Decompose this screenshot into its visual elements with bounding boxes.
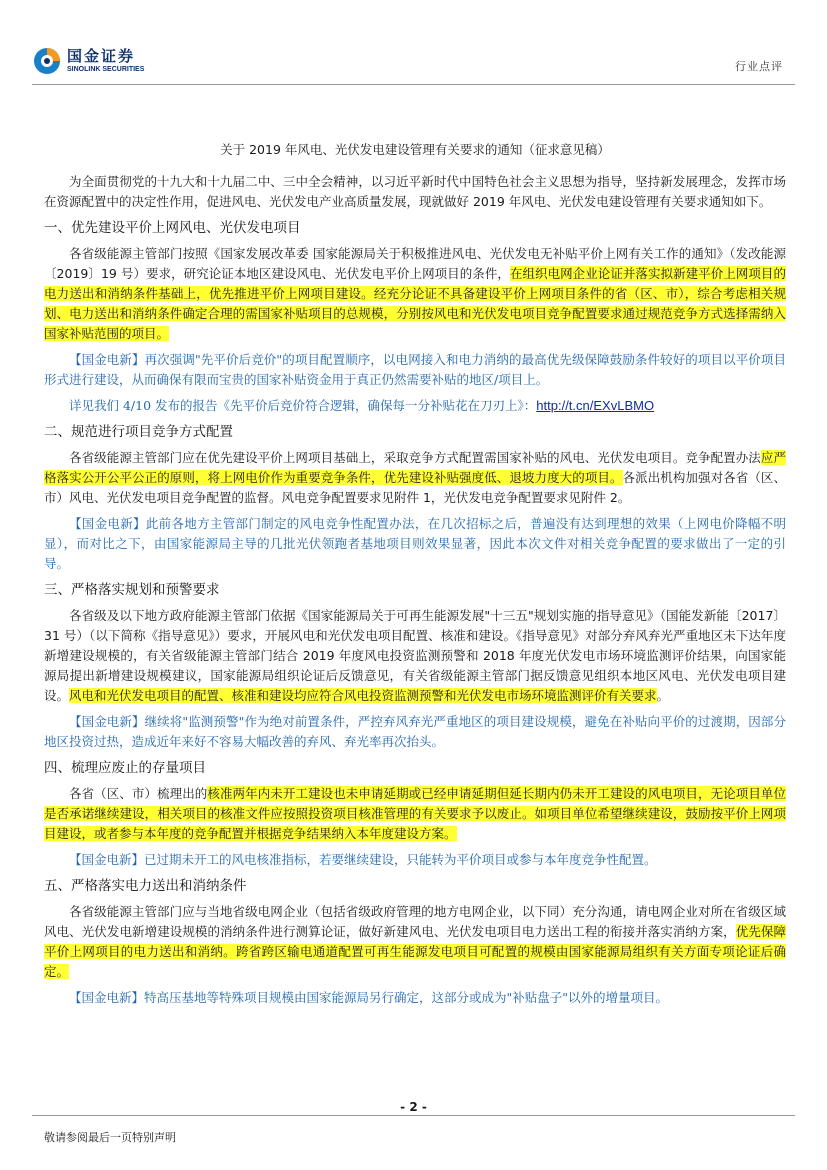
notice-title: 关于 2019 年风电、光伏发电建设管理有关要求的通知（征求意见稿）	[220, 142, 610, 157]
section-4-body	[44, 784, 786, 844]
intro-paragraph: 为全面贯彻党的十九大和十九届二中、三中全会精神，以习近平新时代中国特色社会主义思想为指导，坚持新发展理念，发挥市场在资源配置中的决定性作用，促进风电、光伏发电产业高质量发展，现就做好 2019 年风电、光伏发电建设管理有关要求通知如下。	[44, 174, 786, 209]
section-5-body-plain: 各省级能源主管部门应与当地省级电网企业（包括省级政府管理的地方电网企业，以下同）充分沟通，请电网企业对所在省级区域风电、光伏发电新增建设规模的消纳条件进行测算论证，做好新建风电、光伏发电项目电力送出工程的衔接并落实消纳方案，	[44, 904, 786, 939]
section-3-body	[44, 606, 786, 706]
footer-disclaimer: 敬请参阅最后一页特别声明	[44, 1131, 176, 1144]
footer-divider	[32, 1115, 795, 1116]
page-header	[0, 0, 827, 90]
sinolink-logo-icon	[32, 46, 62, 76]
section-1-body-highlight: 在组织电网企业论证并落实拟新建平价上网项目的电力送出和消纳条件基础上，优先推进平价上网项目建设。经充分论证不具备建设平价上网项目条件的省（区、市），综合考虑相关规划、电力送出和消纳条件确定合理的需国家补贴项目的总规模，分别按风电和光伏发电项目竞争配置要求通过规范竞争方式选择需纳入国家补贴范围的项目。	[44, 266, 786, 341]
section-4-body-pre: 各省（区、市）梳理出的	[69, 786, 208, 801]
section-3-comment: 【国金电新】继续将"监测预警"作为绝对前置条件，严控弃风弃光严重地区的项目建设规模，避免在补贴向平价的过渡期，因部分地区投资过热，造成近年来好不容易大幅改善的弃风、弃光率再次抬头。	[44, 714, 786, 749]
section-2-body-pre: 各省级能源主管部门应在优先建设平价上网项目基础上，采取竞争方式配置需国家补贴的风电、光伏发电项目。竞争配置办法	[69, 450, 761, 465]
section-2-body-highlight: 应严格落实公开公平公正的原则，将上网电价作为重要竞争条件，优先建设补贴强度低、退坡力度大的项目。	[44, 450, 786, 485]
section-1-heading: 一、优先建设平价上网风电、光伏发电项目	[44, 220, 301, 236]
page-number: - 2 -	[400, 1100, 427, 1114]
section-4-comment: 【国金电新】已过期未开工的风电核准指标，若要继续建设，只能转为平价项目或参与本年度竞争性配置。	[69, 852, 657, 867]
reference-link[interactable]: http://t.cn/EXvLBMO	[536, 398, 655, 413]
section-1-body	[44, 244, 786, 344]
section-5-body	[44, 902, 786, 982]
section-3-body-post: 。	[656, 688, 670, 703]
section-4-body-highlight: 核准两年内未开工建设也未申请延期或已经申请延期但延长期内仍未开工建设的风电项目，无论项目单位是否承诺继续建设，相关项目的核准文件应按照投资项目核准管理的有关要求予以废止。如项目单位希望继续建设，鼓励按平价上网项目建设，或者参与本年度的竞争配置并根据竞争结果纳入本年度建设方案。	[44, 786, 786, 841]
section-5-body-highlight: 优先保障平价上网项目的电力送出和消纳。跨省跨区输电通道配置可再生能源发电项目可配置的规模由国家能源局组织有关方面专项论证后确定。	[44, 924, 786, 979]
section-4-heading: 四、梳理应废止的存量项目	[44, 760, 206, 776]
section-5-comment: 【国金电新】特高压基地等特殊项目规模由国家能源局另行确定，这部分或成为"补贴盘子"以外的增量项目。	[69, 990, 669, 1005]
document-body	[44, 140, 786, 1014]
section-1-reference	[44, 396, 786, 416]
header-divider	[32, 84, 795, 85]
section-5-heading: 五、严格落实电力送出和消纳条件	[44, 878, 247, 894]
sinolink-logo	[32, 46, 144, 76]
document-type-label: 行业点评	[735, 60, 783, 73]
section-2-body	[44, 448, 786, 508]
section-1-comment: 【国金电新】再次强调"先平价后竞价"的项目配置顺序，以电网接入和电力消纳的最高优先级保障鼓励条件较好的项目以平价项目形式进行建设，从而确保有限而宝贵的国家补贴资金用于真正仍然需要补贴的地区/项目上。	[44, 352, 786, 387]
logo-chinese-name: 国金证券	[67, 47, 136, 65]
section-3-heading: 三、严格落实规划和预警要求	[44, 582, 220, 598]
logo-english-name: SINOLINK SECURITIES	[67, 66, 145, 73]
reference-text: 详见我们 4/10 发布的报告《先平价后竞价符合逻辑，确保每一分补贴花在刀刃上》：	[69, 398, 537, 413]
section-3-body-plain: 各省级及以下地方政府能源主管部门依据《国家能源局关于可再生能源发展"十三五"规划实施的指导意见》（国能发新能〔2017〕31 号）（以下简称《指导意见》）要求，开展风电和光伏发电项目配置、核准和建设。《指导意见》对部分弃风弃光严重地区未下达年度新增建设规模的，有关省级能源主管部门结合 2019 年度风电投资监测预警和 2018 年度光伏发电市场环境监测评价结果，向国家能源局提出新增建设规模建议，国家能源局组织论证后反馈意见，有关省级能源主管部门据反馈意见组织本地区风电、光伏发电项目建设。	[44, 608, 786, 703]
section-2-heading: 二、规范进行项目竞争方式配置	[44, 424, 233, 440]
section-2-comment: 【国金电新】此前各地方主管部门制定的风电竞争性配置办法，在几次招标之后，普遍没有达到理想的效果（上网电价降幅不明显），而对比之下，由国家能源局主导的几批光伏领跑者基地项目则效果显著，因此本次文件对相关竞争配置的要求做出了一定的引导。	[44, 516, 786, 571]
section-2-body-post: 各派出机构加强对各省（区、市）风电、光伏发电项目竞争配置的监督。风电竞争配置要求见附件 1，光伏发电竞争配置要求见附件 2。	[44, 470, 786, 505]
section-3-body-highlight: 风电和光伏发电项目的配置、核准和建设均应符合风电投资监测预警和光伏发电市场环境监测评价有关要求	[69, 688, 657, 703]
section-1-body-plain: 各省级能源主管部门按照《国家发展改革委 国家能源局关于积极推进风电、光伏发电无补贴平价上网有关工作的通知》（发改能源〔2019〕19 号）要求，研究论证本地区建设风电、光伏发电平价上网项目的条件，	[44, 246, 786, 281]
